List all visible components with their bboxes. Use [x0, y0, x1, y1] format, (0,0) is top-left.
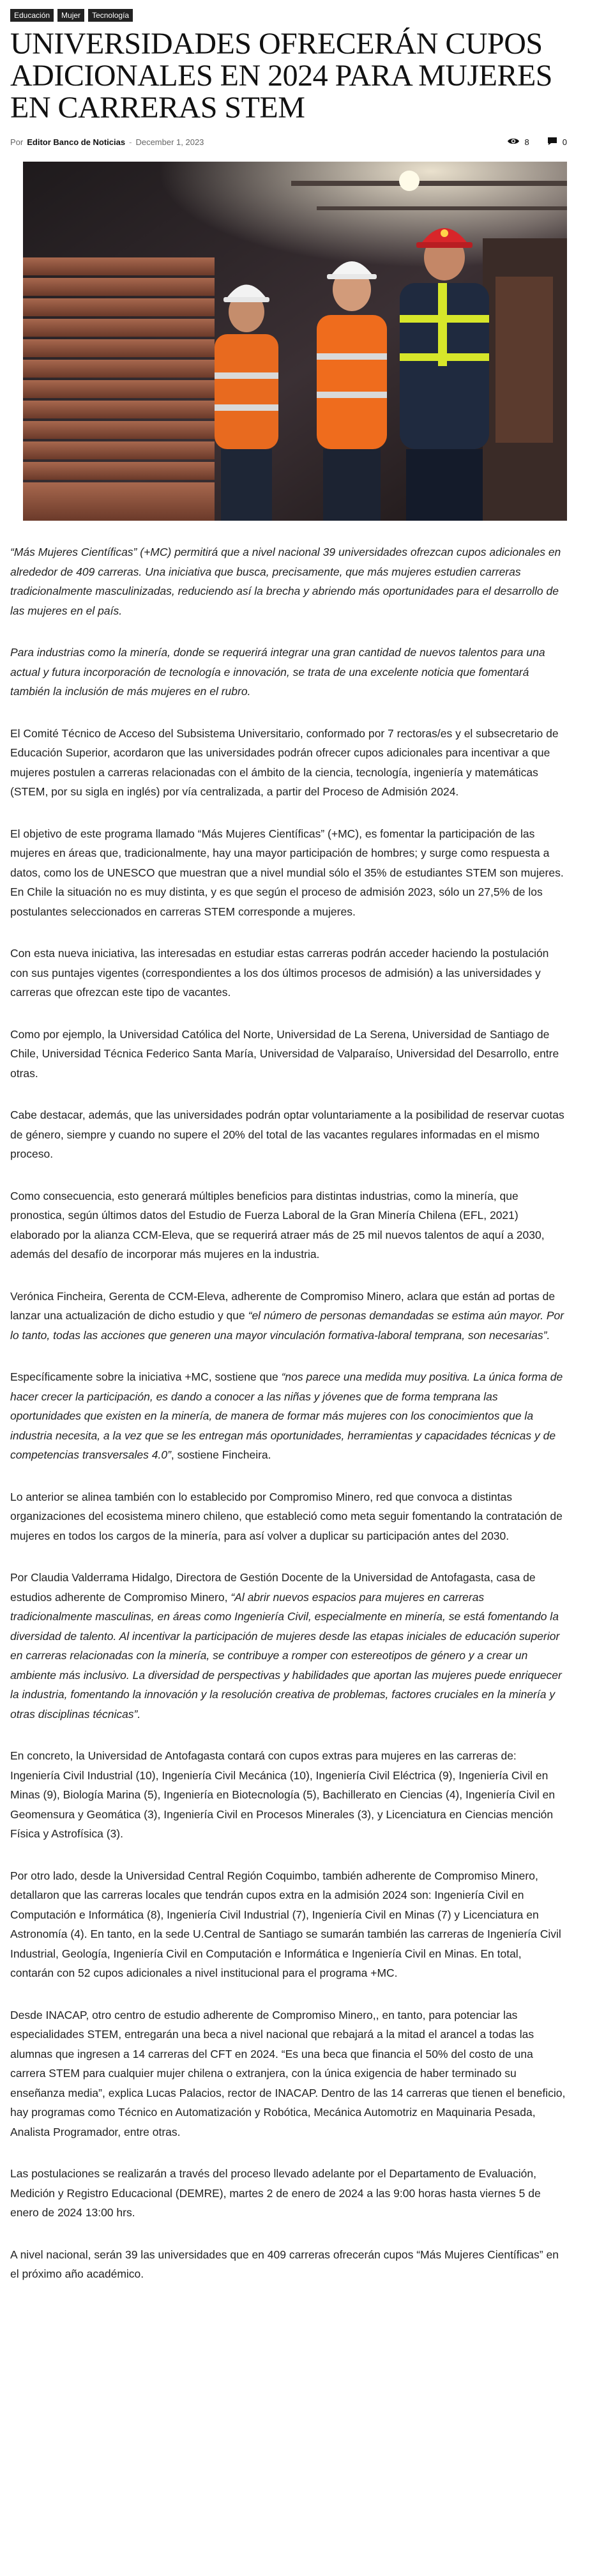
category-tags — [10, 9, 567, 22]
comment-icon — [547, 137, 557, 148]
comments-count: 0 — [562, 137, 567, 147]
paragraph: Como por ejemplo, la Universidad Católica del Norte, Universidad de La Serena, Universidad de Santiago de Chile, Universidad Técnica Federico Santa María, Universidad de Valparaíso, Universidad del Desarrollo, entre otras. — [10, 1027, 559, 1080]
views-count: 8 — [524, 137, 529, 147]
paragraph-intro: “Más Mujeres Científicas” (+MC) permitirá que a nivel nacional 39 universidades ofrezcan cupos adicionales en alrededor de 409 carreras. Una iniciativa que busca, precisamente, que más mujeres estudien carreras tradicionalmente masculinizadas, reduciendo así la brecha y abriendo más oportunidades para el desarrollo de las mujeres en el país. — [10, 546, 561, 617]
by-label: Por — [10, 137, 24, 147]
article-title: UNIVERSIDADES OFRECERÁN CUPOS ADICIONALES EN 2024 PARA MUJERES EN CARRERAS STEM — [10, 27, 552, 125]
tag-tecnologia[interactable]: Tecnología — [88, 9, 133, 22]
publish-date: December 1, 2023 — [135, 137, 204, 147]
paragraph: Cabe destacar, además, que las universidades podrán optar voluntariamente a la posibilidad de reservar cuotas de género, siempre y cuando no supere el 20% del total de las vacantes regulares informadas en el mismo proceso. — [10, 1108, 564, 1160]
comments-counter[interactable] — [547, 137, 567, 148]
article-meta — [10, 137, 567, 148]
tag-educacion[interactable]: Educación — [10, 9, 54, 22]
paragraph: En concreto, la Universidad de Antofagasta contará con cupos extras para mujeres en las carreras de: Ingeniería Civil Industrial (10), Ingeniería Civil Mecánica (10), Ingeniería Civil Eléctrica (9), Ingeniería Civil en Minas (9), Biología Marina (5), Ingeniería en Biotecnología (5), Bachillerato en Ciencias (4), Ingeniería Civil en Geomensura y Geomática (3), Ingeniería Civil en Procesos Minerales (3), y Licenciatura en Ciencias mención Física y Astrofísica (3). — [10, 1749, 556, 1840]
paragraph: Específicamente sobre la iniciativa +MC, sostiene que “nos parece una medida muy positiva. La única forma de hacer crecer la participación, es dando a conocer a las niñas y jóvenes que de forma temprana las oportunidades que existen en la minería, de manera de formar más mujeres con los conocimientos que la industria necesita, a la vez que se les entregan más oportunidades, herramientas y capacidades técnicas y de competencias transversales 4.0”, sostiene Fincheira. — [10, 1370, 563, 1461]
paragraph: Verónica Fincheira, Gerenta de CCM-Eleva, adherente de Compromiso Minero, aclara que están ad portas de lanzar una actualización de dicho estudio y que “el número de personas demandadas se estima aún mayor. Por lo tanto, todas las acciones que generen una mayor vinculación formativa-laboral temprana, son necesarias”. — [10, 1289, 564, 1342]
views-counter — [507, 137, 529, 148]
hero-image — [23, 162, 567, 521]
paragraph-mining-intro: Para industrias como la minería, donde se requerirá integrar una gran cantidad de nuevos talentos para una actual y futura incorporación de tecnología e innovación, se trata de una excelente noticia que fomentará también la inclusión de más mujeres en el rubro. — [10, 646, 545, 698]
hero-illustration — [23, 162, 567, 521]
paragraph: Por Claudia Valderrama Hidalgo, Directora de Gestión Docente de la Universidad de Antofagasta, casa de estudios adherente de Compromiso Minero, “Al abrir nuevos espacios para mujeres en carreras tradicionalmente masculinas, en áreas como Ingeniería Civil, especialmente en minería, se está fomentando la diversidad de talento. Al incentivar la participación de mujeres desde las etapas iniciales de educación superior en carreras relacionadas con la minería, se contribuye a romper con estereotipos de género y a crear un ambiente más inclusivo. La diversidad de perspectivas y habilidades que aportan las mujeres puede enriquecer la industria, fomentando la innovación y la resolución creativa de problemas, factores cruciales en la minería y otras disciplinas técnicas”. — [10, 1571, 562, 1721]
paragraph: Lo anterior se alinea también con lo establecido por Compromiso Minero, red que convoca a distintas organizaciones del ecosistema minero chileno, que estableció como meta seguir fomentando la contratación de mujeres en todos los cargos de la minería, para así volver a duplicar su participación antes del 2030. — [10, 1490, 563, 1542]
paragraph: A nivel nacional, serán 39 las universidades que en 409 carreras ofrecerán cupos “Más Mujeres Científicas” en el próximo año académico. — [10, 2248, 559, 2280]
author-link[interactable]: Editor Banco de Noticias — [27, 137, 126, 147]
paragraph: Las postulaciones se realizarán a través del proceso llevado adelante por el Departamento de Evaluación, Medición y Registro Educacional (DEMRE), martes 2 de enero de 2024 a las 9:00 horas hasta viernes 5 de enero de 2024 13:00 hrs. — [10, 2167, 541, 2219]
article-body — [10, 542, 567, 2284]
eye-icon — [507, 137, 520, 148]
paragraph: Como consecuencia, esto generará múltiples beneficios para distintas industrias, como la minería, que pronostica, según últimos datos del Estudio de Fuerza Laboral de la Gran Minería Chilena (EFL, 2021) elaborado por la alianza CCM-Eleva, que se requerirá atraer más de 25 mil nuevos talentos de aquí a 2030, además del desafío de incorporar más mujeres en la industria. — [10, 1189, 545, 1261]
tag-mujer[interactable]: Mujer — [57, 9, 84, 22]
paragraph: El objetivo de este programa llamado “Más Mujeres Científicas” (+MC), es fomentar la participación de las mujeres en áreas que, tradicionalmente, hay una mayor participación de hombres; y surge como respuesta a datos, como los de UNESCO que muestran que a nivel mundial sólo el 35% de estudiantes STEM son mujeres. En Chile la situación no es muy distinta, y es que según el proceso de admisión 2023, sólo un 27,5% de los postulantes seleccionados en carreras STEM corresponde a mujeres. — [10, 827, 564, 918]
paragraph: El Comité Técnico de Acceso del Subsistema Universitario, conformado por 7 rectoras/es y el subsecretario de Educación Superior, acordaron que las universidades podrán ofrecer cupos adicionales para incentivar a que mujeres postulen a carreras relacionadas con el ámbito de la ciencia, tecnología, ingeniería y matemáticas (STEM, por su sigla en inglés) por vía centralizada, a partir del Proceso de Admisión 2024. — [10, 726, 559, 798]
meta-separator: - — [129, 137, 132, 147]
paragraph: Por otro lado, desde la Universidad Central Región Coquimbo, también adherente de Compromiso Minero, detallaron que las carreras locales que tendrán cupos extra en la admisión 2024 son: Ingeniería Civil en Computación e Informática (8), Ingeniería Civil Industrial (7), Ingeniería Civil en Minas (7) y Licenciatura en Astronomía (4). En tanto, en la sede U.Central de Santiago se sumarán también las carreras de Ingeniería Civil Industrial, Geología, Ingeniería Civil en Computación e Informática e Ingeniería Civil en Minas. En total, contarán con 52 cupos adicionales a nivel institucional para el programa +MC. — [10, 1869, 561, 1979]
paragraph: Con esta nueva iniciativa, las interesadas en estudiar estas carreras podrán acceder haciendo la postulación con sus puntajes vigentes (correspondientes a los dos últimos procesos de admisión) a las universidades y carreras que ofrezcan este tipo de vacantes. — [10, 947, 549, 999]
paragraph: Desde INACAP, otro centro de estudio adherente de Compromiso Minero,, en tanto, para potenciar las especialidades STEM, entregarán una beca a nivel nacional que rebajará a la mitad el arancel a todas las alumnas que ingresen a 14 carreras del CFT en 2024. “Es una beca que financia el 50% del costo de una carrera STEM para cualquier mujer chilena o extranjera, con la única exigencia de haber terminado su enseñanza media”, explica Lucas Palacios, rector de INACAP. Dentro de las 14 carreras que tienen el beneficio, hay programas como Técnico en Automatización y Robótica, Mecánica Automotriz en Maquinaria Pesada, Analista Programador, entre otras. — [10, 2008, 566, 2138]
